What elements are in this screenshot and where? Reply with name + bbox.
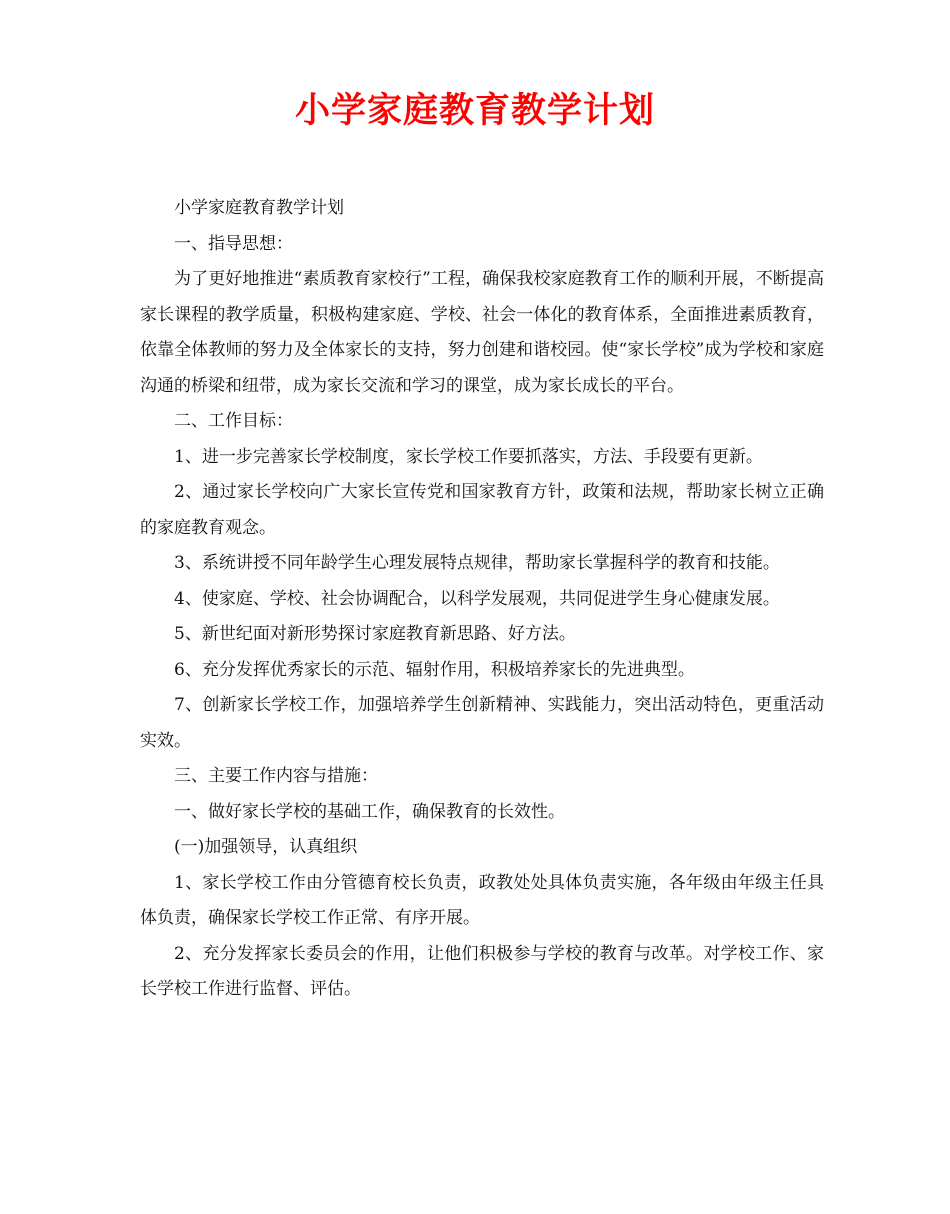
goal-item-1: 1、进一步完善家长学校制度，家长学校工作要抓落实，方法、手段要有更新。 (174, 446, 763, 467)
goal-item-6: 6、充分发挥优秀家长的示范、辐射作用，积极培养家长的先进典型。 (174, 659, 695, 680)
goal-item-7: 7、创新家长学校工作，加强培养学生创新精神、实践能力，突出活动特色，更重活动实效。 (140, 695, 824, 751)
section-heading-work-goals: 二、工作目标： (174, 411, 293, 431)
section-heading-guiding-ideology: 一、指导思想： (174, 233, 293, 254)
paragraph-guiding-ideology: 为了更好地推进“素质教育家校行”工程，确保我校家庭教育工作的顺利开展，不断提高家长课程的教学质量，积极构建家庭、学校、社会一体化的教育体系，全面推进素质教育，依靠全体教师的努力及全体家长的支持，努力创建和谐校园。使“家长学校”成为学校和家庭沟通的桥梁和纽带，成为家长交流和学习的课堂，成为家长成长的平台。 (140, 269, 824, 396)
subsection-heading-basic-work: 一、做好家长学校的基础工作，确保教育的长效性。 (174, 801, 565, 822)
goal-item-4: 4、使家庭、学校、社会协调配合，以科学发展观，共同促进学生身心健康发展。 (174, 588, 780, 609)
subsection-heading-leadership: (一)加强领导，认真组织 (174, 837, 358, 857)
measure-item-1: 1、家长学校工作由分管德育校长负责，政教处处具体负责实施，各年级由年级主任具体负责，确保家长学校工作正常、有序开展。 (140, 872, 824, 928)
goal-item-2: 2、通过家长学校向广大家长宣传党和国家教育方针，政策和法规，帮助家长树立正确的家庭教育观念。 (140, 482, 824, 538)
section-heading-main-work: 三、主要工作内容与措施： (174, 766, 378, 786)
document-title: 小学家庭教育教学计划 (294, 90, 655, 131)
paragraph-subtitle: 小学家庭教育教学计划 (174, 198, 344, 218)
measure-item-2: 2、充分发挥家长委员会的作用，让他们积极参与学校的教育与改革。对学校工作、家长学校工作进行监督、评估。 (140, 943, 824, 999)
goal-item-5: 5、新世纪面对新形势探讨家庭教育新思路、好方法。 (174, 624, 576, 644)
goal-item-3: 3、系统讲授不同年龄学生心理发展特点规律，帮助家长掌握科学的教育和技能。 (174, 553, 780, 573)
document-body (140, 191, 824, 1008)
